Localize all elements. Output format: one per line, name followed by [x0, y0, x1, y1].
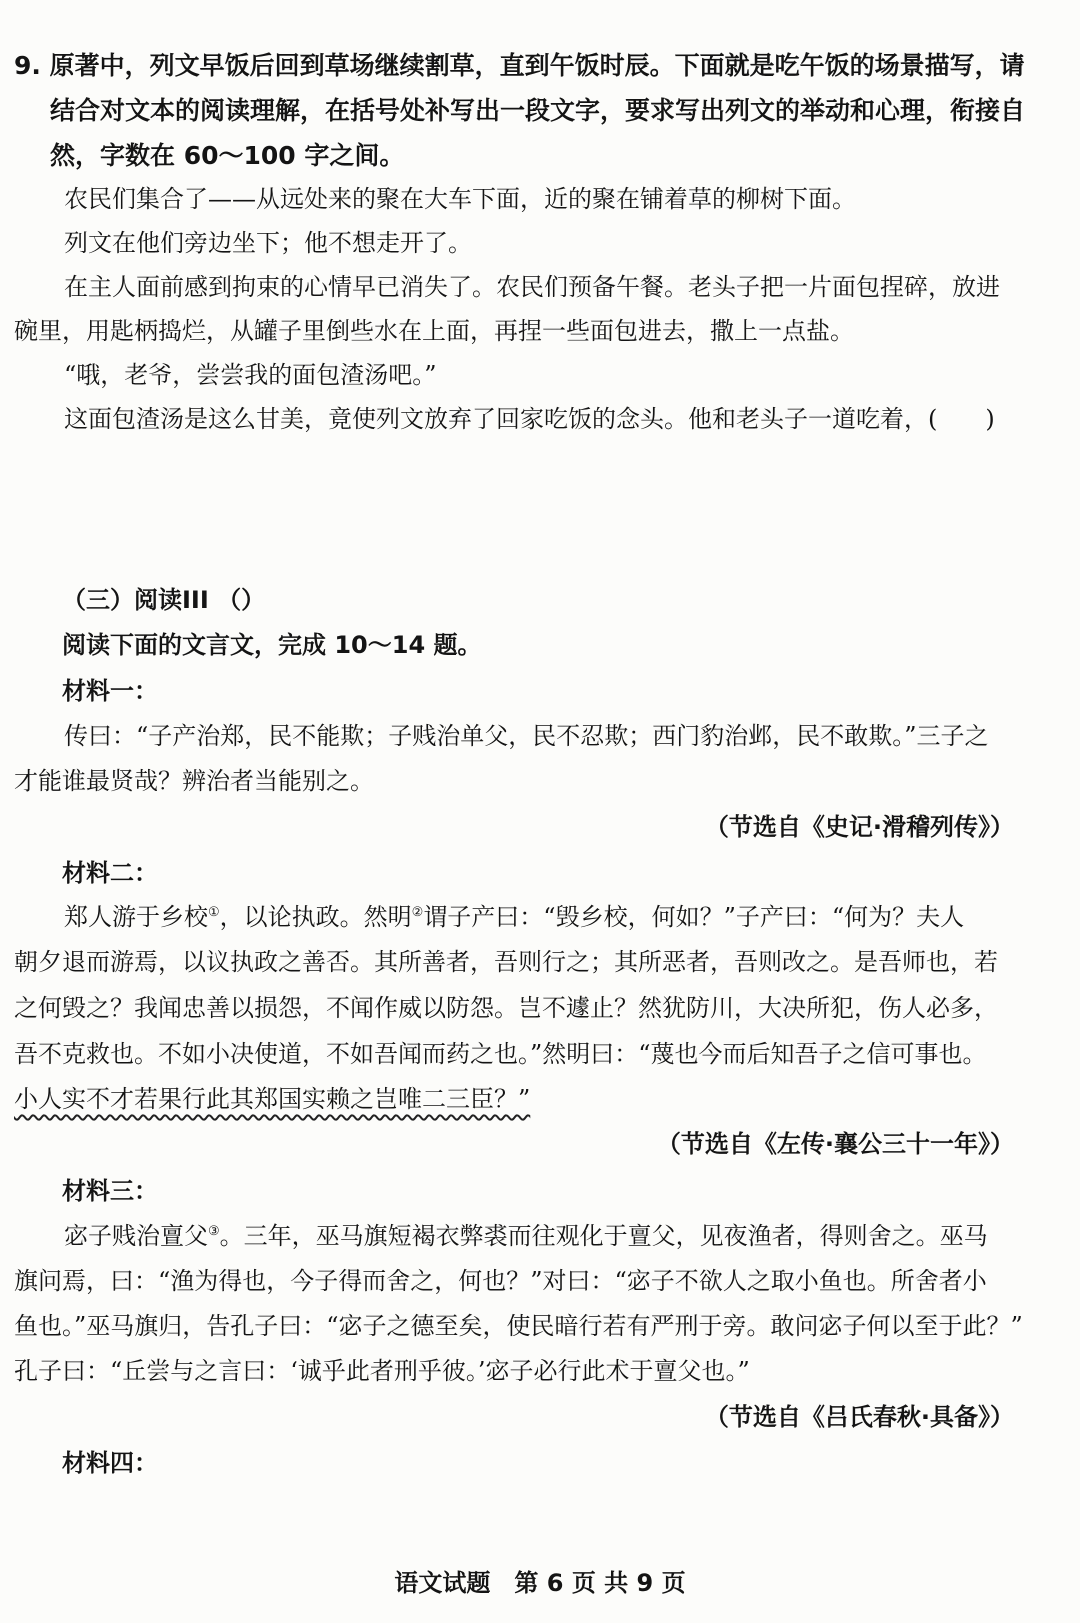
- material-4-label: 材料四：: [62, 1449, 158, 1477]
- material-3-label: 材料三：: [62, 1177, 158, 1205]
- material-2-line-1: [64, 901, 964, 933]
- q9-passage-line-1: 农民们集合了——从远处来的聚在大车下面，近的聚在铺着草的柳树下面。: [64, 185, 856, 213]
- material-2-source: （节选自《左传·襄公三十一年》）: [656, 1130, 1014, 1158]
- material-2-line-1-part-c: 谓子产曰：“毁乡校，何如？”子产曰：“何为？夫人: [423, 903, 965, 931]
- material-1-line-2: 才能谁最贤哉？辨治者当能别之。: [14, 767, 374, 795]
- material-3-source: （节选自《吕氏春秋·具备》）: [704, 1403, 1014, 1431]
- q9-passage-line-5: “哦，老爷，尝尝我的面包渣汤吧。”: [64, 361, 437, 389]
- material-1-line-1: 传曰：“子产治郑，民不能欺；子贱治单父，民不忍欺；西门豹治邺，民不敢欺。”三子之: [64, 722, 989, 750]
- material-3-line-2: 旗问焉，曰：“渔为得也，今子得而舍之，何也？”对曰：“宓子不欲人之取小鱼也。所舍者小: [14, 1267, 987, 1295]
- footnote-marker-2: ②: [411, 905, 424, 920]
- page-footer: 语文试题 第 6 页 共 9 页: [394, 1569, 686, 1597]
- material-2-label: 材料二：: [62, 859, 158, 887]
- q9-line-3: 然，字数在 60～100 字之间。: [50, 141, 405, 170]
- section-heading: （三）阅读III （）: [62, 586, 266, 614]
- material-3-line-3: 鱼也。”巫马旗归，告孔子曰：“宓子之德至矣，使民暗行若有严刑于旁。敢问宓子何以至于此？”: [14, 1312, 1023, 1340]
- material-2-line-1-part-b: ，以论执政。然明: [219, 903, 412, 931]
- q9-line-1: 9. 原著中，列文早饭后回到草场继续割草，直到午饭时辰。下面就是吃午饭的场景描写，请: [14, 51, 1025, 80]
- footnote-marker-1: ①: [208, 905, 220, 920]
- material-2-line-1-part-a: 郑人游于乡校: [64, 903, 208, 931]
- footnote-marker-3: ③: [208, 1224, 220, 1239]
- material-2-line-4: 吾不克救也。不如小决使道，不如吾闻而药之也。”然明曰：“蔑也今而后知吾子之信可事也。: [14, 1040, 987, 1068]
- q9-passage-line-6: 这面包渣汤是这么甘美，竟使列文放弃了回家吃饭的念头。他和老头子一道吃着，( ): [64, 405, 995, 433]
- material-3-line-4: 孔子曰：“丘尝与之言曰：‘诚乎此者刑乎彼。’宓子必行此术于亶父也。”: [14, 1357, 750, 1385]
- q9-passage-line-4: 碗里，用匙柄捣烂，从罐子里倒些水在上面，再捏一些面包进去，撒上一点盐。: [14, 317, 854, 345]
- material-3-line-1-part-a: 宓子贱治亶父: [64, 1222, 208, 1250]
- section-instruction: 阅读下面的文言文，完成 10～14 题。: [62, 631, 482, 659]
- material-1-label: 材料一：: [62, 677, 158, 705]
- material-3-line-1-part-b: 。三年，巫马旗短褐衣弊裘而往观化于亶父，见夜渔者，得则舍之。巫马: [219, 1222, 988, 1250]
- material-1-source: （节选自《史记·滑稽列传》）: [704, 813, 1014, 841]
- material-2-underlined-sentence: 小人实不才若果行此其郑国实赖之岂唯二三臣？”: [14, 1085, 531, 1113]
- q9-passage-line-2: 列文在他们旁边坐下；他不想走开了。: [64, 229, 472, 257]
- q9-line-2: 结合对文本的阅读理解，在括号处补写出一段文字，要求写出列文的举动和心理，衔接自: [50, 96, 1026, 125]
- material-2-line-3: 之何毁之？我闻忠善以损怨，不闻作威以防怨。岂不遽止？然犹防川，大决所犯，伤人必多，: [14, 994, 998, 1022]
- material-2-line-2: 朝夕退而游焉，以议执政之善否。其所善者，吾则行之；其所恶者，吾则改之。是吾师也，若: [14, 948, 998, 976]
- material-3-line-1: [64, 1220, 988, 1252]
- q9-passage-line-3: 在主人面前感到拘束的心情早已消失了。农民们预备午餐。老头子把一片面包捏碎，放进: [64, 273, 1000, 301]
